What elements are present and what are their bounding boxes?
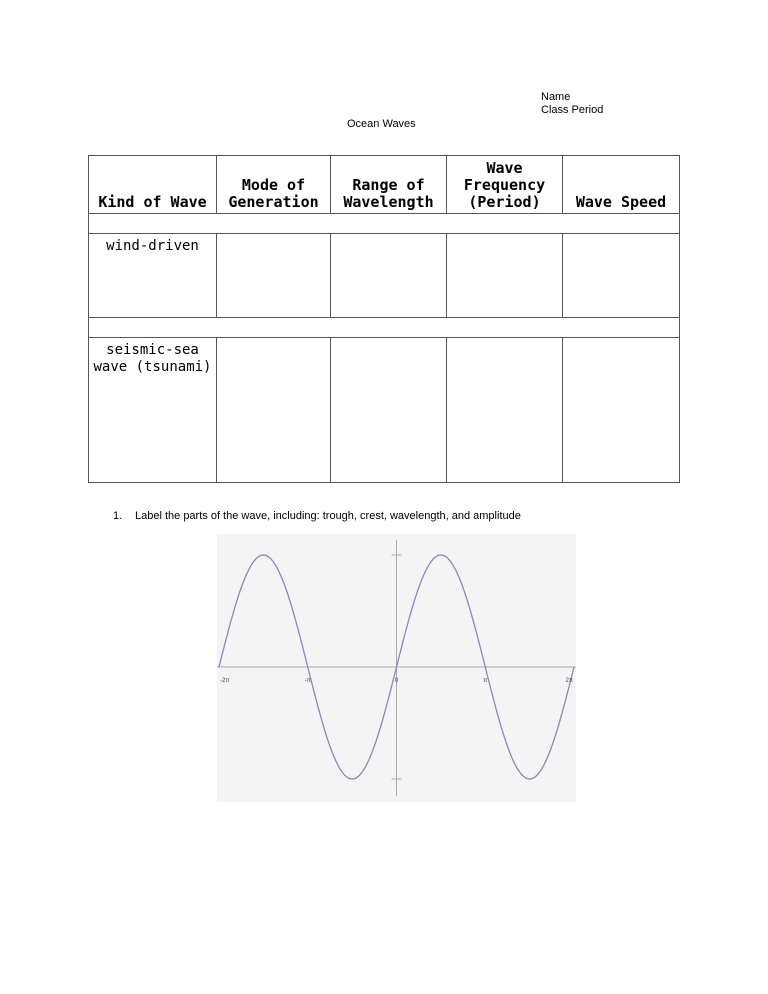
- answer-cell[interactable]: [217, 338, 331, 483]
- answer-cell[interactable]: [217, 234, 331, 318]
- answer-cell[interactable]: [563, 234, 680, 318]
- sine-wave-graph: [217, 534, 576, 802]
- x-tick-label: -2π: [220, 678, 230, 684]
- class-period-label: Class Period: [541, 104, 604, 116]
- column-header-kind: Kind of Wave: [89, 156, 217, 214]
- ocean-waves-table: [88, 155, 680, 483]
- column-header-wavelength: Range of Wavelength: [331, 156, 447, 214]
- spacer-cell: [89, 318, 680, 338]
- table-row: [89, 338, 680, 483]
- table-header-row: [89, 156, 680, 214]
- kind-cell: wind-driven: [89, 234, 217, 318]
- table-row: [89, 234, 680, 318]
- x-tick-label: 0: [394, 678, 399, 684]
- name-label: Name: [541, 91, 571, 103]
- spacer-row: [89, 318, 680, 338]
- column-header-mode: Mode of Generation: [217, 156, 331, 214]
- page-title: Ocean Waves: [347, 118, 416, 130]
- x-tick-label: 2π: [565, 678, 573, 684]
- kind-cell: seismic-sea wave (tsunami): [89, 338, 217, 483]
- question-number: 1.: [113, 510, 123, 522]
- answer-cell[interactable]: [331, 234, 447, 318]
- answer-cell[interactable]: [331, 338, 447, 483]
- spacer-row: [89, 214, 680, 234]
- x-tick-label: -π: [304, 678, 311, 684]
- answer-cell[interactable]: [563, 338, 680, 483]
- answer-cell[interactable]: [447, 234, 563, 318]
- x-tick-label: π: [483, 678, 488, 684]
- answer-cell[interactable]: [447, 338, 563, 483]
- question-text: Label the parts of the wave, including: trough, crest, wavelength, and amplitude: [135, 510, 521, 522]
- column-header-frequency: Wave Frequency (Period): [447, 156, 563, 214]
- spacer-cell: [89, 214, 680, 234]
- column-header-speed: Wave Speed: [563, 156, 680, 214]
